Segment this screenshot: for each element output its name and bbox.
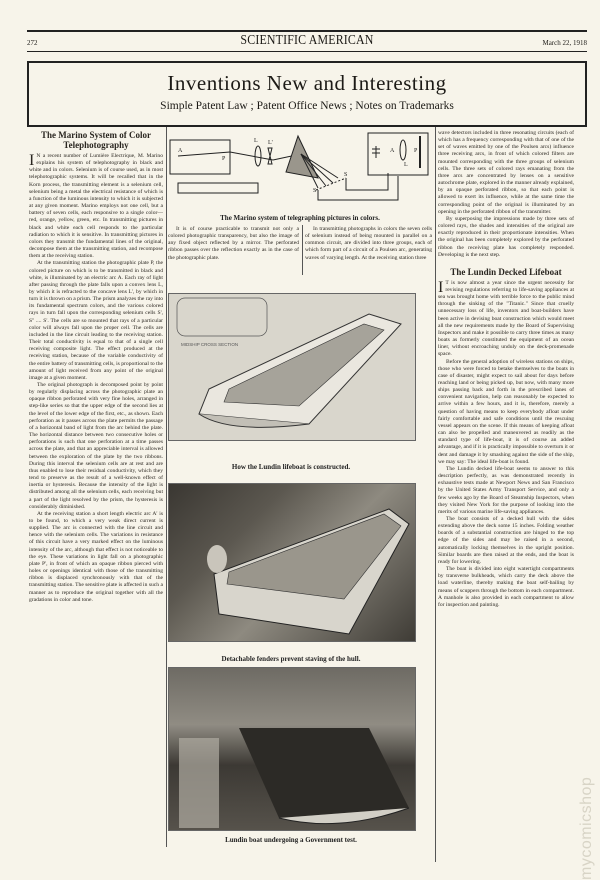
article-paragraph: The original photograph is decomposed point by point by regularly displacing across the photographic plate an opaque ribbon perforated with very fine holes, arranged in step-like series so that the upper edge of the second lies at the level of the lower edge of the first, etc., as shown. Each perforation as it passes across the plate permits the passage of a horizontal band of light from the arc behind the plate. The horizontal distance between two consecutive holes or perforations is such that one perforation at a time passes across the plate, and that an appreciable interval is allowed between the exploration of the plate by the two ribbons. During this interval the selenium cells are at rest and are thus enabled to lose their residual conductivity, which they tend to preserve as the result of a well-known effect of inertia or hysteresis. Because the intensity of the light is distributed among all the selenium cells, each receiving but a part of the light resolved by the prism, the hysteresis is considerably diminished. <box>29 382 163 510</box>
article-title-marino: The Marino System of Color Telephotography <box>41 130 151 150</box>
article-paragraph: At the transmitting station the photographic plate P, the colored picture on which is to be transmitted in black and white, is illuminated by an electric arc A. Each ray of light after passing through the plate falls upon a convex lens L, by which it is refracted to the concave lens L', by which in turn it is thrown on a prism. The prism analyzes the ray into its fundamental spectrum colors, and the various colored rays in turn fall upon the corresponding selenium cells S', S'' .... S'. The cells are so mounted that rays of a particular color will always fall upon the proper cell. The cells are included in the line circuit leading to the receiving station. Their total conductivity is equal to that of a single cell receiving composite light. The effect produced at the receiving station, because of the variable conductivity of the entire battery of transmitting cells, is proportional to the amount of light received from any point of the original image at a given moment. <box>29 260 163 381</box>
article-paragraph: wave detectors included in three resonating circuits (each of which has a frequency corresponding with that of one of the set of waves emitted by one of the Poulsen arcs) influence three receiving arcs, in front of which colored filters are mounted corresponding with the three groups of selenium cells. The three sets of colored rays emanating from the three arcs are concentrated by lenses on a sensitive autochrome plate, explored in the manner already explained, by an opaque perforated ribbon, so that each point is allowed to exert its influence, while at the same time the corresponding point of the original is illuminated by an opening in the perforated ribbon of the transmitter. <box>438 130 574 215</box>
drop-cap: I <box>29 152 35 169</box>
marino-diagram <box>168 128 432 208</box>
middle-column-a <box>168 226 299 262</box>
article-title-lundin: The Lundin Decked Lifeboat <box>450 266 562 277</box>
column-divider <box>166 127 167 847</box>
column-divider <box>435 127 436 862</box>
section-subtitle: Simple Patent Law ; Patent Office News ; Notes on Trademarks <box>160 100 454 112</box>
article-paragraph: At the receiving station a short length electric arc A' is to be found, to which a very weak direct current is supplied. The arc is connected with the line circuit and hence with the selenium cells. The variations in resistance of this circuit have a very marked effect on the luminous intensity of the arc, although that effect is not noticeable to the eye. These variations in light fall on a photographic plate P', in front of which an opaque ribbon pierced with holes or openings identical with those of the transmitting ribbon is displaced synchronously with that of the transmitting station. The sensitive plate is affected in such a manner as to reproduce the original together with all the gradations in color and tone. <box>29 510 163 603</box>
right-column <box>438 130 574 609</box>
article-marino-column <box>29 130 163 604</box>
transmitter-box <box>170 140 230 174</box>
lens-L <box>255 146 261 166</box>
header-top-rule <box>27 30 587 32</box>
test-caption: Lundin boat undergoing a Government test. <box>225 836 357 844</box>
section-banner <box>27 61 587 127</box>
masthead: SCIENTIFIC AMERICAN <box>240 33 374 48</box>
lens-L2 <box>268 148 272 164</box>
drop-cap: I <box>438 278 444 296</box>
label-cell-s2: S <box>313 188 317 194</box>
article-paragraph: It is of course practicable to transmit not only a colored photographic transparency, but also the image of any fixed object reflected by a mirror. The perforated ribbon passes over the reflection exactly as in the case of the photographic plate. <box>168 226 299 261</box>
article-paragraph: In transmitting photographs in colors the seven cells of selenium instead of being mounted in parallel on a common circuit, are divided into three groups, each of which form part of a circuit of a Poulsen arc, generating waves of varying length. At the receiving station three <box>305 226 432 261</box>
article-paragraph: Before the general adoption of wireless stations on ships, those who were forced to betake themselves to the boats in case of disaster, might expect to sail about for days before reaching land or being picked up, but now, with many more ships passing back and forth in the prescribed lanes of convenient navigation, help can reasonably be expected to arrive within a few hours, and it is, therefore, merely a question of having means to keep everybody afloat under fairly comfortable and safe conditions until the rescuing vessel appears on the scene. If this means of keeping afloat can also be propelled and maneuvered as readily as the standard type of life-boat, it is of course an added advantage, and if it is practically impossible to overturn it or dent and damage it by smashing against the side of the ship, we may say: The ideal life-boat is found. <box>438 358 574 465</box>
label-recv-lens: L <box>404 162 408 168</box>
watermark: mycomicshop <box>578 776 595 880</box>
article-paragraph: The boat is divided into eight watertight compartments by transverse bulkheads, which carry the deck above the load waterline, thereby making the boat self-bailing by means of scuppers through the bottom in each compartment. A manhole is also provided in each compartment to allow for inspection and painting. <box>438 566 574 608</box>
label-recv-arc: A <box>390 148 395 154</box>
page-header <box>27 33 587 53</box>
header-bottom-rule <box>27 51 587 52</box>
lifeboat-construction-figure <box>168 293 416 441</box>
column-divider <box>302 225 303 275</box>
diagram-svg <box>168 128 432 208</box>
diagram-caption: The Marino system of telegraphing pictures in colors. <box>220 214 380 222</box>
label-recv-plate: P <box>414 148 418 154</box>
issue-date: March 22, 1918 <box>542 39 587 47</box>
cross-section-diagram <box>177 298 267 336</box>
article-paragraph: The boat consists of a decked hull with the sides extending above the deck some 15 inches. Folding weather boards of a substantial construction are hinged to the top edge of the sides and may be raised in a second, automatically locking themselves in the upright position. Similar boards are then raised at the ends, and the boat is ready for lowering. <box>438 515 574 565</box>
fenders-photo <box>168 483 416 642</box>
label-arc: A <box>178 148 183 154</box>
page-number: 272 <box>27 39 38 47</box>
selenium-cells <box>316 178 346 190</box>
article-paragraph: The Lundin decked life-boat seems to answer to this description perfectly, as was demonstrated recently in exhaustive tests made at Newport News and San Francisco by the United States Army Transport Service, and only a few weeks ago by the Board of Steamship Inspectors, when they visited New York for the purpose of looking into the merits of various marine life-saving appliances. <box>438 465 574 515</box>
crowd <box>239 728 409 818</box>
label-cell-s: S <box>344 172 348 178</box>
perforated-ribbon <box>178 183 258 193</box>
fenders-caption: Detachable fenders prevent staving of the hull. <box>221 655 361 663</box>
section-title: Inventions New and Interesting <box>167 71 447 95</box>
cross-section-label: MIDSHIP CROSS SECTION <box>181 342 239 347</box>
label-lens2: L' <box>268 140 273 146</box>
article-paragraph: I N a recent number of Lumière Electrique, M. Marino explains his system of telephotography in black and white and in colors. Selenium is of course used, as in most telephotographic systems. It will be recalled that in the Korn process, the transmitting element is a selenium cell, selenium being a metal the electrical resistance of which is a function of the luminous intensity to which it is subjected at any given moment. Marino employs not one cell, but a battery of seven cells, each responsive to a single color—red, orange, yellow, green, etc. In transmitting pictures in black and white each cell responds to the particular radiation to which it is sensitive. In transmitting pictures in colors they transmit the fundamental lines of the original, decompose them at the transmitting station, and recompose them at the receiving station. <box>29 152 163 260</box>
article-paragraph: I T is now almost a year since the urgent necessity for revising regulations referring to life-saving appliances at sea was brought home with terrible force to the public mind through the sinking of the "Titanic." Since that cruelly unnecessary loss of life, inventors and boat-builders have been active in devising boat construction which would meet all the new requirements made by the Board of Supervising Inspectors and make it possible to carry three times as many boats as formerly constituted the equipment of an ocean liner, without encroaching unduly on the deck-promenade space. <box>438 278 574 358</box>
government-test-photo <box>168 667 416 831</box>
worker <box>207 545 227 573</box>
label-lens: L <box>254 138 258 144</box>
dock <box>179 738 219 828</box>
article-paragraph: By superposing the impressions made by three sets of colored rays, the shades and intensities of the original are exactly reproduced in their proportionate intensities. When the original has been completely explored by the perforated ribbon the receiving plate has completely responded. Developing is the next step. <box>438 215 574 258</box>
middle-column-b <box>305 226 432 262</box>
label-plate: P <box>222 156 226 162</box>
lifeboat-caption: How the Lundin lifeboat is constructed. <box>231 463 351 471</box>
